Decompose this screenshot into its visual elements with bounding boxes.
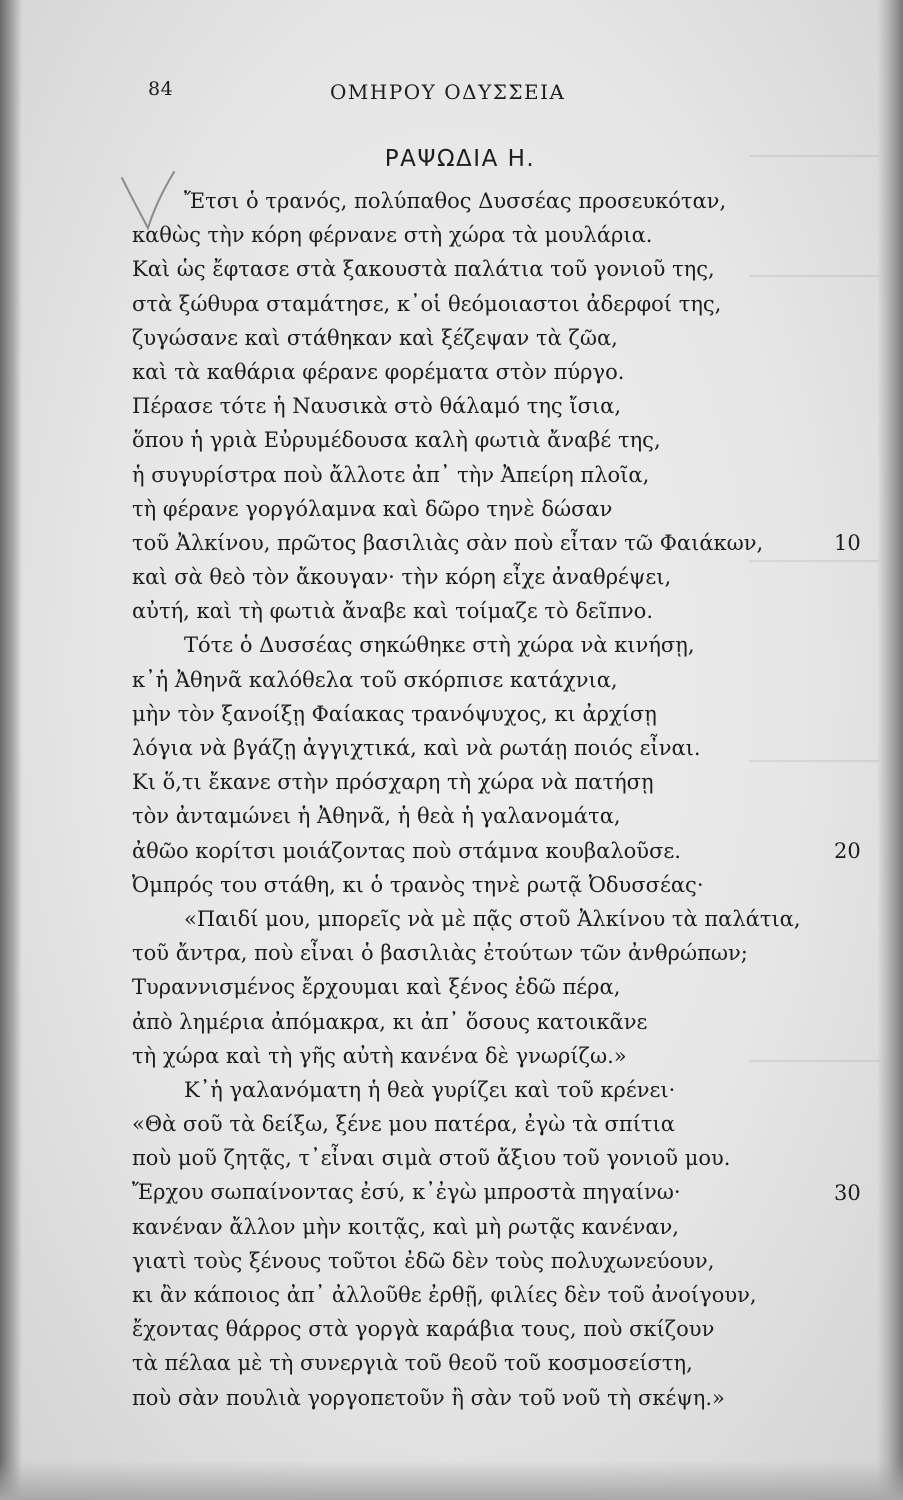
poem-line: ποὺ σὰν πουλιὰ γοργοπετοῦν ἢ σὰν τοῦ νοῦ τὴ σκέψη.» (132, 1385, 725, 1410)
poem-line: ἡ συγυρίστρα ποὺ ἄλλοτε ἀπ᾽ τὴν Ἀπείρη πλοῖα, (132, 462, 650, 487)
poem-line: ζυγώσανε καὶ στάθηκαν καὶ ξέζεψαν τὰ ζῶα, (132, 325, 618, 350)
poem-line: Καὶ ὡς ἔφτασε στὰ ξακουστὰ παλάτια τοῦ γονιοῦ της, (132, 257, 715, 282)
line-number: 20 (834, 838, 861, 863)
poem-line: Τυραννισμένος ἔρχουμαι καὶ ξένος ἐδῶ πέρα, (132, 975, 621, 1000)
poem-text (132, 184, 832, 1415)
poem-line: μὴν τὸν ξανοίξῃ Φαίακας τρανόψυχος, κι ἀρχίσῃ (132, 701, 657, 726)
poem-line: καὶ τὰ καθάρια φέρανε φορέματα στὸν πύργο. (132, 359, 625, 384)
line-number: 10 (834, 531, 861, 555)
poem-line: Ἔρχου σωπαίνοντας ἐσύ, κ᾽ἐγὼ μπροστὰ πηγαίνω· (132, 1180, 681, 1205)
poem-line: τὴ χώρα καὶ τὴ γῆς αὐτὴ κανένα δὲ γνωρίζω.» (132, 1043, 627, 1068)
poem-line: Κι ὅ,τι ἔκανε στὴν πρόσχαρη τὴ χώρα νὰ πατήσῃ (132, 770, 654, 795)
poem-line: στὰ ξώθυρα σταμάτησε, κ᾽οἱ θεόμοιαστοι ἀδερφοί της, (132, 291, 722, 316)
poem-line: καὶ σὰ θεὸ τὸν ἄκουγαν· τὴν κόρη εἶχε ἀναθρέψει, (132, 565, 672, 590)
poem-line: τὰ πέλαα μὲ τὴ συνεργιὰ τοῦ θεοῦ τοῦ κοσμοσείστη, (132, 1351, 693, 1376)
poem-line: ἀπὸ λημέρια ἀπόμακρα, κι ἀπ᾽ ὅσους κατοικᾶνε (132, 1009, 648, 1034)
poem-line: τοῦ Ἀλκίνου, πρῶτος βασιλιὰς σὰν ποὺ εἶταν τῶ Φαιάκων, (132, 530, 764, 555)
poem-line: ὅπου ἡ γριὰ Εὐρυμέδουσα καλὴ φωτιὰ ἄναβέ της, (132, 428, 661, 453)
poem-line: Ἔτσι ὁ τρανός, πολύπαθος Δυσσέας προσευκόταν, (184, 189, 727, 213)
poem-line: τοῦ ἄντρα, ποὺ εἶναι ὁ βασιλιὰς ἐτούτων τῶν ἀνθρώπων; (132, 941, 748, 966)
poem-line: λόγια νὰ βγάζῃ ἀγγιχτικά, καὶ νὰ ρωτάῃ ποιός εἶναι. (132, 736, 701, 760)
poem-line: ποὺ μοῦ ζητᾷς, τ᾽εἶναι σιμὰ στοῦ ἄξιου τοῦ γονιοῦ μου. (132, 1146, 731, 1171)
poem-line: ἔχοντας θάρρος στὰ γοργὰ καράβια τους, ποὺ σκίζουν (132, 1317, 715, 1342)
page-shadow-bottom (0, 1460, 903, 1500)
poem-line: κανέναν ἄλλον μὴν κοιτᾷς, καὶ μὴ ρωτᾷς κανέναν, (132, 1214, 679, 1239)
poem-line: τὴ φέρανε γοργόλαμνα καὶ δῶρο τηνὲ δώσαν (132, 496, 613, 521)
poem-line: αὐτή, καὶ τὴ φωτιὰ ἄναβε καὶ τοίμαζε τὸ δεῖπνο. (132, 599, 654, 624)
poem-line: γιατὶ τοὺς ξένους τοῦτοι ἐδῶ δὲν τοὺς πολυχωνεύουν, (132, 1248, 715, 1273)
line-number: 30 (834, 1180, 861, 1205)
poem-line: καθὼς τὴν κόρη φέρνανε στὴ χώρα τὰ μουλάρια. (132, 223, 653, 248)
poem-line: κ᾽ἡ Ἀθηνᾶ καλόθελα τοῦ σκόρπισε κατάχνια, (132, 667, 618, 692)
poem-line: Ὀμπρός του στάθη, κι ὁ τρανὸς τηνὲ ρωτᾷ Ὀδυσσέας· (132, 872, 704, 897)
poem-line: Πέρασε τότε ἡ Ναυσικὰ στὸ θάλαμό της ἴσια, (132, 394, 622, 419)
poem-line: ἀθῶο κορίτσι μοιάζοντας ποὺ στάμνα κουβαλοῦσε. (132, 838, 681, 863)
poem-line: τὸν ἀνταμώνει ἡ Ἀθηνᾶ, ἡ θεὰ ἡ γαλανομάτα, (132, 804, 621, 829)
poem-line: «Θὰ σοῦ τὰ δείξω, ξένε μου πατέρα, ἐγὼ τὰ σπίτια (132, 1112, 675, 1137)
bleed-through-mark (749, 155, 879, 157)
section-title: ΡΑΨΩΔΙΑ Η. (384, 146, 536, 172)
poem-line: Κ᾽ἡ γαλανόματη ἡ θεὰ γυρίζει καὶ τοῦ κρένει· (184, 1077, 676, 1102)
page-shadow-right (877, 0, 903, 1500)
page-shadow-left (0, 0, 22, 1500)
page-number: 84 (148, 78, 174, 100)
running-head: ΟΜΗΡΟΥ ΟΔΥΣΣΕΙΑ (330, 80, 566, 104)
poem-line: Τότε ὁ Δυσσέας σηκώθηκε στὴ χώρα νὰ κινήσῃ, (184, 633, 695, 658)
poem-line: «Παιδί μου, μπορεῖς νὰ μὲ πᾷς στοῦ Ἀλκίνου τὰ παλάτια, (184, 906, 801, 931)
poem-line: κι ἂν κάποιος ἀπ᾽ ἀλλοῦθε ἐρθῇ, φιλίες δὲν τοῦ ἀνοίγουν, (132, 1283, 757, 1307)
